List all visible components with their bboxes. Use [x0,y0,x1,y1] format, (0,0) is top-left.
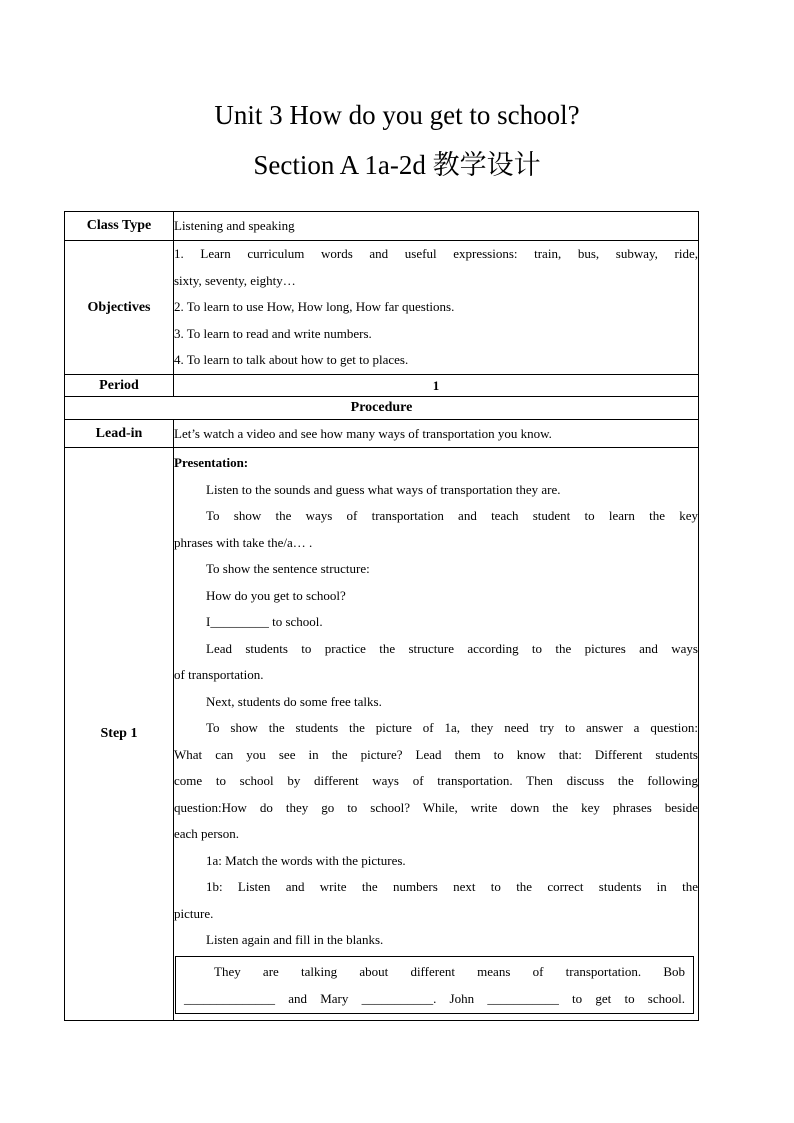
objective-item: 4. To learn to talk about how to get to places. [174,352,409,368]
class-type-value: Listening and speaking [174,212,699,241]
step-line: each person. [174,826,239,841]
row-class-type [65,212,699,241]
step-line: What can you see in the picture? Lead them to know that: Different students [174,746,698,762]
presentation-heading: Presentation: [174,455,249,470]
step-line: question:How do they go to school? While, write down the key phrases beside [174,799,698,815]
procedure-header: Procedure [65,397,699,420]
step-line: phrases with take the/a… . [174,534,313,550]
objective-item: sixty, seventy, eighty… [174,272,296,288]
fill-line: They are talking about different means of transportation. Bob [214,963,685,979]
step-line: of transportation. [174,667,264,682]
title-line-2: Section A 1a-2d 教学设计 [253,150,541,180]
step-line: To show the ways of transportation and teach student to learn the key [206,508,698,523]
step-line: come to school by different ways of transportation. Then discuss the following [174,773,698,788]
row-period [65,375,699,397]
row-objectives [65,241,699,375]
period-label: Period [65,375,174,397]
step-line: How do you get to school? [206,587,346,603]
class-type-label: Class Type [65,212,174,241]
objective-item: 3. To learn to read and write numbers. [174,325,372,341]
title-line-1: Unit 3 How do you get to school? [214,100,580,130]
lesson-plan-table [64,211,699,1021]
step-line: To show the sentence structure: [206,561,370,576]
step-line: Listen again and fill in the blanks. [206,932,384,947]
step-line: I_________ to school. [206,614,323,629]
step-line: 1a: Match the words with the pictures. [206,852,406,868]
row-step-1 [65,448,699,1021]
step-line: Listen to the sounds and guess what ways of transportation they are. [206,481,561,497]
objectives-label: Objectives [65,241,174,375]
row-lead-in [65,420,699,448]
step-line: Next, students do some free talks. [206,693,382,709]
step-line: picture. [174,905,214,921]
step-1-label: Step 1 [65,448,174,1021]
lead-in-value: Let’s watch a video and see how many ways of transportation you know. [174,420,699,448]
step-line: To show the students the picture of 1a, they need try to answer a question: [206,720,698,735]
fill-in-blanks-box [175,956,694,1014]
objective-item: 1. Learn curriculum words and useful expressions: train, bus, subway, ride, [174,246,698,262]
objectives-cell [174,241,699,375]
step-1-content [174,448,699,1021]
lead-in-label: Lead-in [65,420,174,448]
step-line: Lead students to practice the structure according to the pictures and ways [206,640,698,656]
step-line: 1b: Listen and write the numbers next to the correct students in the [206,879,698,894]
objective-item: 2. To learn to use How, How long, How far questions. [174,299,455,315]
period-value: 1 [174,375,699,397]
fill-line: ______________ and Mary ___________. John ___________ to get to school. [184,990,685,1006]
row-procedure [65,397,699,420]
